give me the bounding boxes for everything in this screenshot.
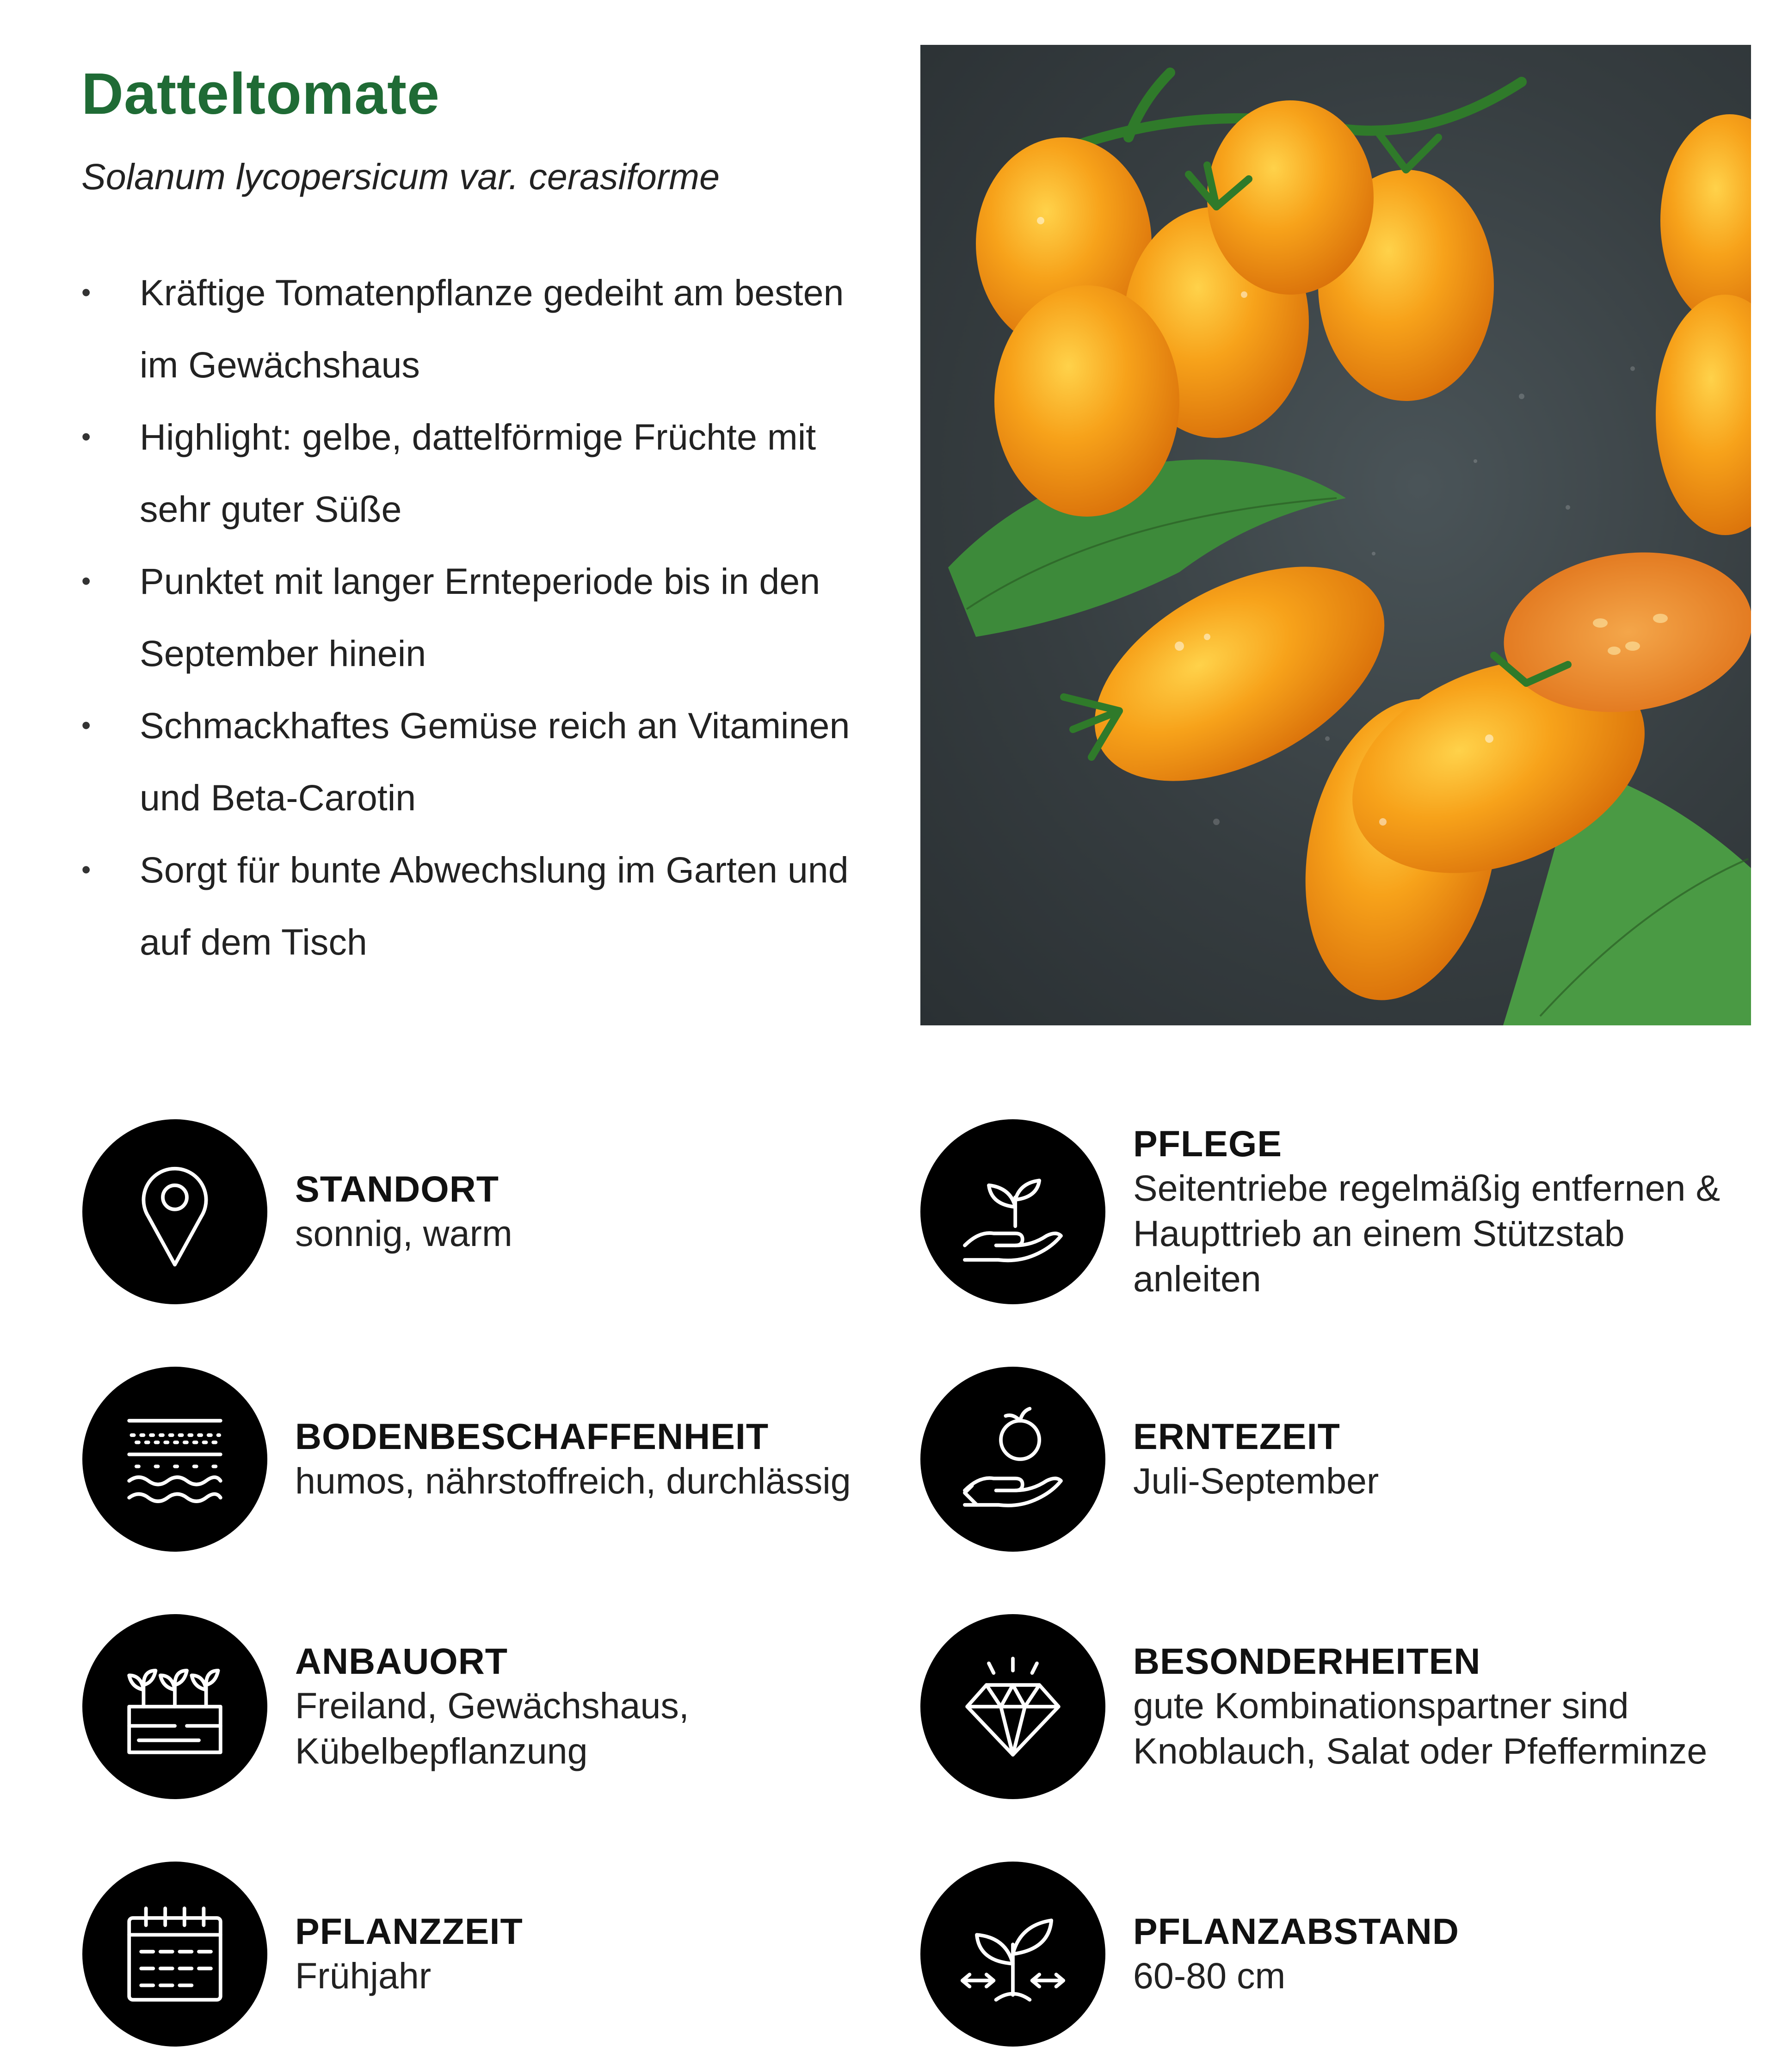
feature-value: gute Kombinationspartner sind Knoblauch, Salat oder Pfefferminze [1133, 1685, 1708, 1771]
feature-label: PFLEGE [1133, 1123, 1283, 1164]
bullet-item: • Punktet mit langer Ernteperiode bis in den September hinein [81, 545, 891, 690]
feature-label: PFLANZZEIT [295, 1911, 523, 1952]
feature-bullet-list [81, 257, 891, 978]
feature-anbauort [82, 1614, 906, 1799]
feature-pflanzabstand [920, 1862, 1744, 2047]
feature-bodenbeschaffenheit [82, 1367, 906, 1552]
feature-pflege [920, 1119, 1744, 1304]
feature-erntezeit [920, 1367, 1744, 1552]
botanical-name: Solanum lycopersicum var. cerasiforme [81, 156, 720, 197]
diamond-icon [920, 1614, 1105, 1799]
planter-box-icon [82, 1614, 267, 1799]
bullet-item: • Schmackhaftes Gemüse reich an Vitaminen und Beta-Carotin [81, 690, 891, 834]
feature-label: BODENBESCHAFFENHEIT [295, 1416, 769, 1457]
feature-label: ERNTEZEIT [1133, 1416, 1340, 1457]
feature-value: Frühjahr [295, 1955, 432, 1996]
hand-seedling-icon [920, 1119, 1105, 1304]
feature-value: Freiland, Gewächshaus, Kübelbepflanzung [295, 1685, 689, 1771]
feature-value: Seitentriebe regelmäßig entfernen & Haupttrieb an einem Stützstab anleiten [1133, 1167, 1720, 1299]
bullet-item: • Sorgt für bunte Abwechslung im Garten und auf dem Tisch [81, 834, 891, 978]
product-title: Datteltomate [81, 61, 440, 126]
location-pin-icon [82, 1119, 267, 1304]
plant-spacing-icon [920, 1862, 1105, 2047]
feature-value: Juli-September [1133, 1460, 1379, 1501]
feature-label: STANDORT [295, 1168, 499, 1209]
calendar-icon [82, 1862, 267, 2047]
feature-pflanzzeit [82, 1862, 906, 2047]
feature-label: PFLANZABSTAND [1133, 1911, 1459, 1952]
feature-label: BESONDERHEITEN [1133, 1640, 1481, 1682]
soil-layers-icon [82, 1367, 267, 1552]
bullet-item: • Kräftige Tomatenpflanze gedeiht am besten im Gewächshaus [81, 257, 891, 401]
bullet-item: • Highlight: gelbe, dattelförmige Früchte mit sehr guter Süße [81, 401, 891, 545]
hand-fruit-icon [920, 1367, 1105, 1552]
feature-value: 60-80 cm [1133, 1955, 1286, 1996]
feature-label: ANBAUORT [295, 1640, 508, 1682]
feature-value: humos, nährstoffreich, durchlässig [295, 1460, 851, 1501]
feature-besonderheiten [920, 1614, 1744, 1799]
product-photo [920, 45, 1751, 1025]
feature-value: sonnig, warm [295, 1213, 512, 1254]
feature-standort [82, 1119, 906, 1304]
